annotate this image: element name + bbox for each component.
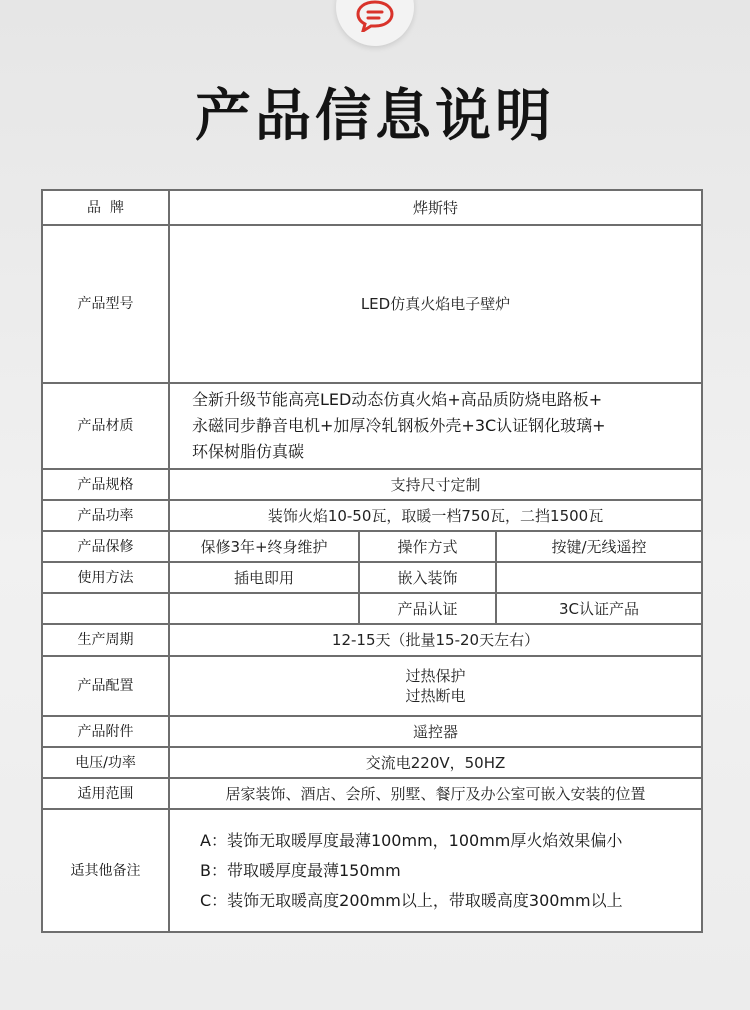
notes-label: 适其他备注	[42, 809, 169, 932]
table-row-notes	[42, 809, 702, 932]
table-row-model	[42, 225, 702, 383]
cert-empty-value	[169, 593, 359, 624]
config-label: 产品配置	[42, 656, 169, 716]
operation-value: 按键/无线遥控	[496, 531, 702, 562]
table-row-voltage	[42, 747, 702, 778]
chat-badge	[336, 0, 414, 46]
table-row-accessory	[42, 716, 702, 747]
cycle-value: 12-15天（批量15-20天左右）	[169, 624, 702, 656]
usage-value: 插电即用	[169, 562, 359, 593]
model-label: 产品型号	[42, 225, 169, 383]
page-title: 产品信息说明	[195, 84, 555, 149]
material-value	[169, 383, 702, 469]
material-label: 产品材质	[42, 383, 169, 469]
power-value: 装饰火焰10-50瓦，取暖一档750瓦，二挡1500瓦	[169, 500, 702, 531]
table-row-spec	[42, 469, 702, 500]
note-line: A：装饰无取暖厚度最薄100mm，100mm厚火焰效果偏小	[200, 830, 623, 850]
scope-value: 居家装饰、酒店、会所、别墅、餐厅及办公室可嵌入安装的位置	[169, 778, 702, 809]
scope-label: 适用范围	[42, 778, 169, 809]
warranty-value: 保修3年+终身维护	[169, 531, 359, 562]
table-row-cycle	[42, 624, 702, 656]
product-spec-table	[41, 189, 703, 933]
notes-value	[169, 809, 702, 932]
cert-label: 产品认证	[359, 593, 496, 624]
cycle-label: 生产周期	[42, 624, 169, 656]
table-row-usage	[42, 562, 702, 593]
note-line: C：装饰无取暖高度200mm以上，带取暖高度300mm以上	[200, 890, 623, 910]
note-line: B：带取暖厚度最薄150mm	[200, 860, 401, 880]
power-label: 产品功率	[42, 500, 169, 531]
config-line: 过热断电	[405, 687, 466, 705]
voltage-value: 交流电220V，50HZ	[169, 747, 702, 778]
table-row-power	[42, 500, 702, 531]
brand-label: 品 牌	[42, 190, 169, 225]
spec-label: 产品规格	[42, 469, 169, 500]
warranty-label: 产品保修	[42, 531, 169, 562]
config-value	[169, 656, 702, 716]
accessory-value: 遥控器	[169, 716, 702, 747]
brand-value: 烨斯特	[169, 190, 702, 225]
config-line: 过热保护	[405, 667, 466, 685]
table-row-config	[42, 656, 702, 716]
install-label: 嵌入装饰	[359, 562, 496, 593]
accessory-label: 产品附件	[42, 716, 169, 747]
model-value: LED仿真火焰电子壁炉	[169, 225, 702, 383]
install-value	[496, 562, 702, 593]
table-row-brand	[42, 190, 702, 225]
operation-label: 操作方式	[359, 531, 496, 562]
cert-value: 3C认证产品	[496, 593, 702, 624]
chat-bubble-icon	[355, 0, 395, 32]
table-row-material	[42, 383, 702, 469]
material-line: 永磁同步静音电机+加厚冷轧钢板外壳+3C认证钢化玻璃+	[192, 416, 606, 435]
usage-label: 使用方法	[42, 562, 169, 593]
table-row-cert	[42, 593, 702, 624]
material-line: 全新升级节能高亮LED动态仿真火焰+高品质防烧电路板+	[192, 390, 603, 409]
cert-empty-label	[42, 593, 169, 624]
table-row-scope	[42, 778, 702, 809]
material-line: 环保树脂仿真碳	[192, 442, 305, 461]
table-row-warranty	[42, 531, 702, 562]
spec-value: 支持尺寸定制	[169, 469, 702, 500]
voltage-label: 电压/功率	[42, 747, 169, 778]
